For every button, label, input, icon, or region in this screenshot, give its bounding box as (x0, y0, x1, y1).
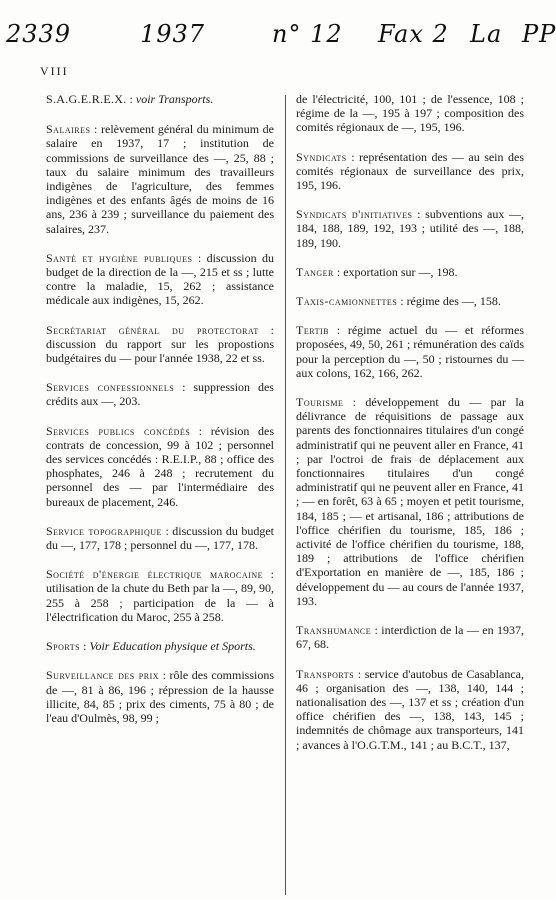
entry-text: régime des —, 158. (406, 294, 501, 309)
entry-heading: Tanger (296, 264, 334, 279)
handwritten-fax: Fax 2 (378, 20, 449, 48)
entry-heading: Salaires (46, 122, 91, 137)
entry-separator: : (371, 623, 382, 638)
entry-heading: Tertib (296, 323, 329, 338)
entry-heading: Syndicats d'initiatives (296, 207, 413, 222)
entry-heading: Tourisme (296, 395, 344, 410)
index-entry (296, 265, 524, 279)
index-entry (296, 395, 524, 608)
entry-heading: Sports (46, 639, 81, 654)
entry-text: subventions aux —, 184, 188, 189, 192, 193 ; utilité des —, 188, 189, 190. (296, 207, 524, 250)
right-column (296, 92, 524, 767)
entry-heading: S.A.G.E.R.E.X. (46, 92, 127, 106)
entry-separator: : (258, 322, 275, 337)
column-divider (285, 95, 286, 895)
index-entry (46, 380, 274, 408)
entry-separator: : (343, 395, 366, 410)
left-column (46, 92, 274, 740)
handwritten-la: La (470, 20, 503, 48)
index-entry (46, 524, 274, 552)
entry-text: révision des contrats de concession, 99 à 102 ; personnel des services concédés : R.E.I.P., 88 ; office des phosphates, 246 à 248 ; recrutement du personnel des — par l'intermédiaire des bureaux de placement, 246. (46, 423, 275, 509)
index-entry (46, 122, 274, 236)
entry-separator: : (174, 380, 194, 395)
entry-separator: : (354, 666, 365, 681)
entry-separator: : (161, 523, 173, 538)
handwritten-num: n° 12 (272, 20, 343, 48)
entry-heading: Transhumance (296, 623, 372, 638)
handwritten-pp: PP (522, 20, 556, 48)
entry-text: discussion du budget du —, 177, 178 ; personnel du —, 177, 178. (46, 523, 274, 553)
index-entry (296, 294, 524, 308)
index-entry (46, 323, 274, 366)
entry-separator: : (192, 250, 207, 265)
entry-separator: : (90, 122, 101, 137)
index-entry (46, 251, 274, 308)
entry-text: exportation sur —, 198. (343, 264, 458, 279)
entry-text: relèvement général du minimum de salaire en 1937, 17 ; institution de commissions de surveillance des —, 25, 88 ; taux du salaire minimum des travailleurs indigènes de l'agriculture, des femmes indigènes et des enfants âgés de moins de 16 ans, 236 à 239 ; surveillance du paiement des salaires, 237. (46, 122, 275, 236)
entry-cross-reference: voir Transports. (135, 92, 214, 106)
page-number: VIII (40, 64, 69, 78)
index-entry (46, 567, 274, 624)
entry-text: utilisation de la chute du Beth par la —, 89, 90, 255 à 258 ; participation de la — à l'électrification du Maroc, 255 à 258. (46, 581, 274, 624)
entry-text: suppression des crédits aux —, 203. (46, 380, 274, 409)
entry-cross-reference: Voir Education physique et Sports. (89, 639, 256, 654)
entry-separator: : (159, 668, 170, 683)
entry-heading: Surveillance des prix (46, 668, 160, 683)
entry-separator: : (328, 323, 348, 338)
handwritten-year: 1937 (140, 20, 206, 48)
index-entry (296, 323, 524, 380)
index-entry (296, 92, 524, 135)
entry-text: discussion du budget de la direction de la —, 215 et ss ; lutte contre la maladie, 15, 262 ; assistance médicale aux indigènes, 15, 262. (46, 250, 274, 308)
entry-separator: : (126, 92, 136, 106)
entry-heading: Secrétariat général du protectorat (46, 322, 259, 337)
entry-heading: Syndicats (296, 149, 347, 164)
entry-text: représentation des — au sein des comités régionaux de surveillance des prix, 195, 196. (296, 149, 524, 193)
entry-separator: : (333, 264, 344, 279)
entry-heading: Services confessionnels (46, 380, 175, 395)
index-entry (296, 150, 524, 193)
entry-text: discussion du rapport sur les propostions budgétaires du — pour l'année 1938, 22 et ss. (46, 336, 274, 366)
entry-text: développement du — par la délivrance de réquisitions de passage aux parents des fonctionnaires titulaires d'un congé administratif qui ne peuvent aller en France, 41 ; par l'octroi de frais de déplacement aux fonctionnaires titulaires d'un congé administratif qui ne peuvent aller en France, 41 ; — en forêt, 63 à 65 ; moyen et petit tourisme, 184, 185 ; — et artisanal, 186 ; attributions de l'office chérifien du tourisme, 185, 186 ; activité de l'office chérifien du tourisme, 188, 189 ; attributions de l'office chérifien d'Exportation en manière de —, 185, 186 ; développement du — au cours de l'année 1937, 193. (296, 395, 524, 608)
entry-separator: : (412, 207, 426, 222)
entry-text: de l'électricité, 100, 101 ; de l'essence, 108 ; régime de la —, 195 à 197 ; composition des comités régionaux de —, 195, 196. (296, 92, 524, 135)
entry-separator: : (190, 423, 211, 438)
entry-heading: Services publics concédés (46, 423, 191, 438)
index-entry (46, 92, 274, 106)
entry-heading: Transports (296, 666, 355, 681)
entry-heading: Santé et hygiène publiques (46, 250, 193, 265)
entry-separator: : (80, 639, 90, 654)
entry-heading: Service topographique (46, 523, 162, 538)
entry-separator: : (263, 567, 274, 582)
entry-text: rôle des commissions de —, 81 à 86, 196 ; répression de la hausse illicite, 84, 85 ; prix des ciments, 75 à 80 ; de l'eau d'Oulmès, 98, 99 ; (46, 668, 275, 725)
entry-text: interdiction de la — en 1937, 67, 68. (296, 623, 524, 652)
index-entry (296, 207, 524, 250)
entry-separator: : (397, 294, 407, 309)
index-entry (46, 424, 274, 509)
entry-heading: Société d'énergie électrique marocaine (46, 567, 263, 582)
handwritten-ref: 2339 (6, 20, 72, 48)
entry-heading: Taxis-camionnettes (296, 294, 398, 309)
entry-separator: : (346, 149, 360, 164)
entry-text: régime actuel du — et réformes proposées, 49, 50, 261 ; rémunération des caïds pour la perception du —, 50 ; ristournes du — aux colons, 162, 166, 262. (296, 323, 524, 380)
entry-text: service d'autobus de Casablanca, 46 ; organisation des —, 138, 140, 144 ; nationalisation des —, 137 et ss ; création d'un office chérifien des —, 138, 143, 145 ; indemnités de chômage aux transporteurs, 141 ; avances à l'O.G.T.M., 141 ; au B.C.T., 137, (296, 666, 524, 752)
index-entry (46, 668, 274, 725)
index-entry (46, 639, 274, 653)
index-entry (296, 623, 524, 651)
index-entry (296, 667, 524, 752)
